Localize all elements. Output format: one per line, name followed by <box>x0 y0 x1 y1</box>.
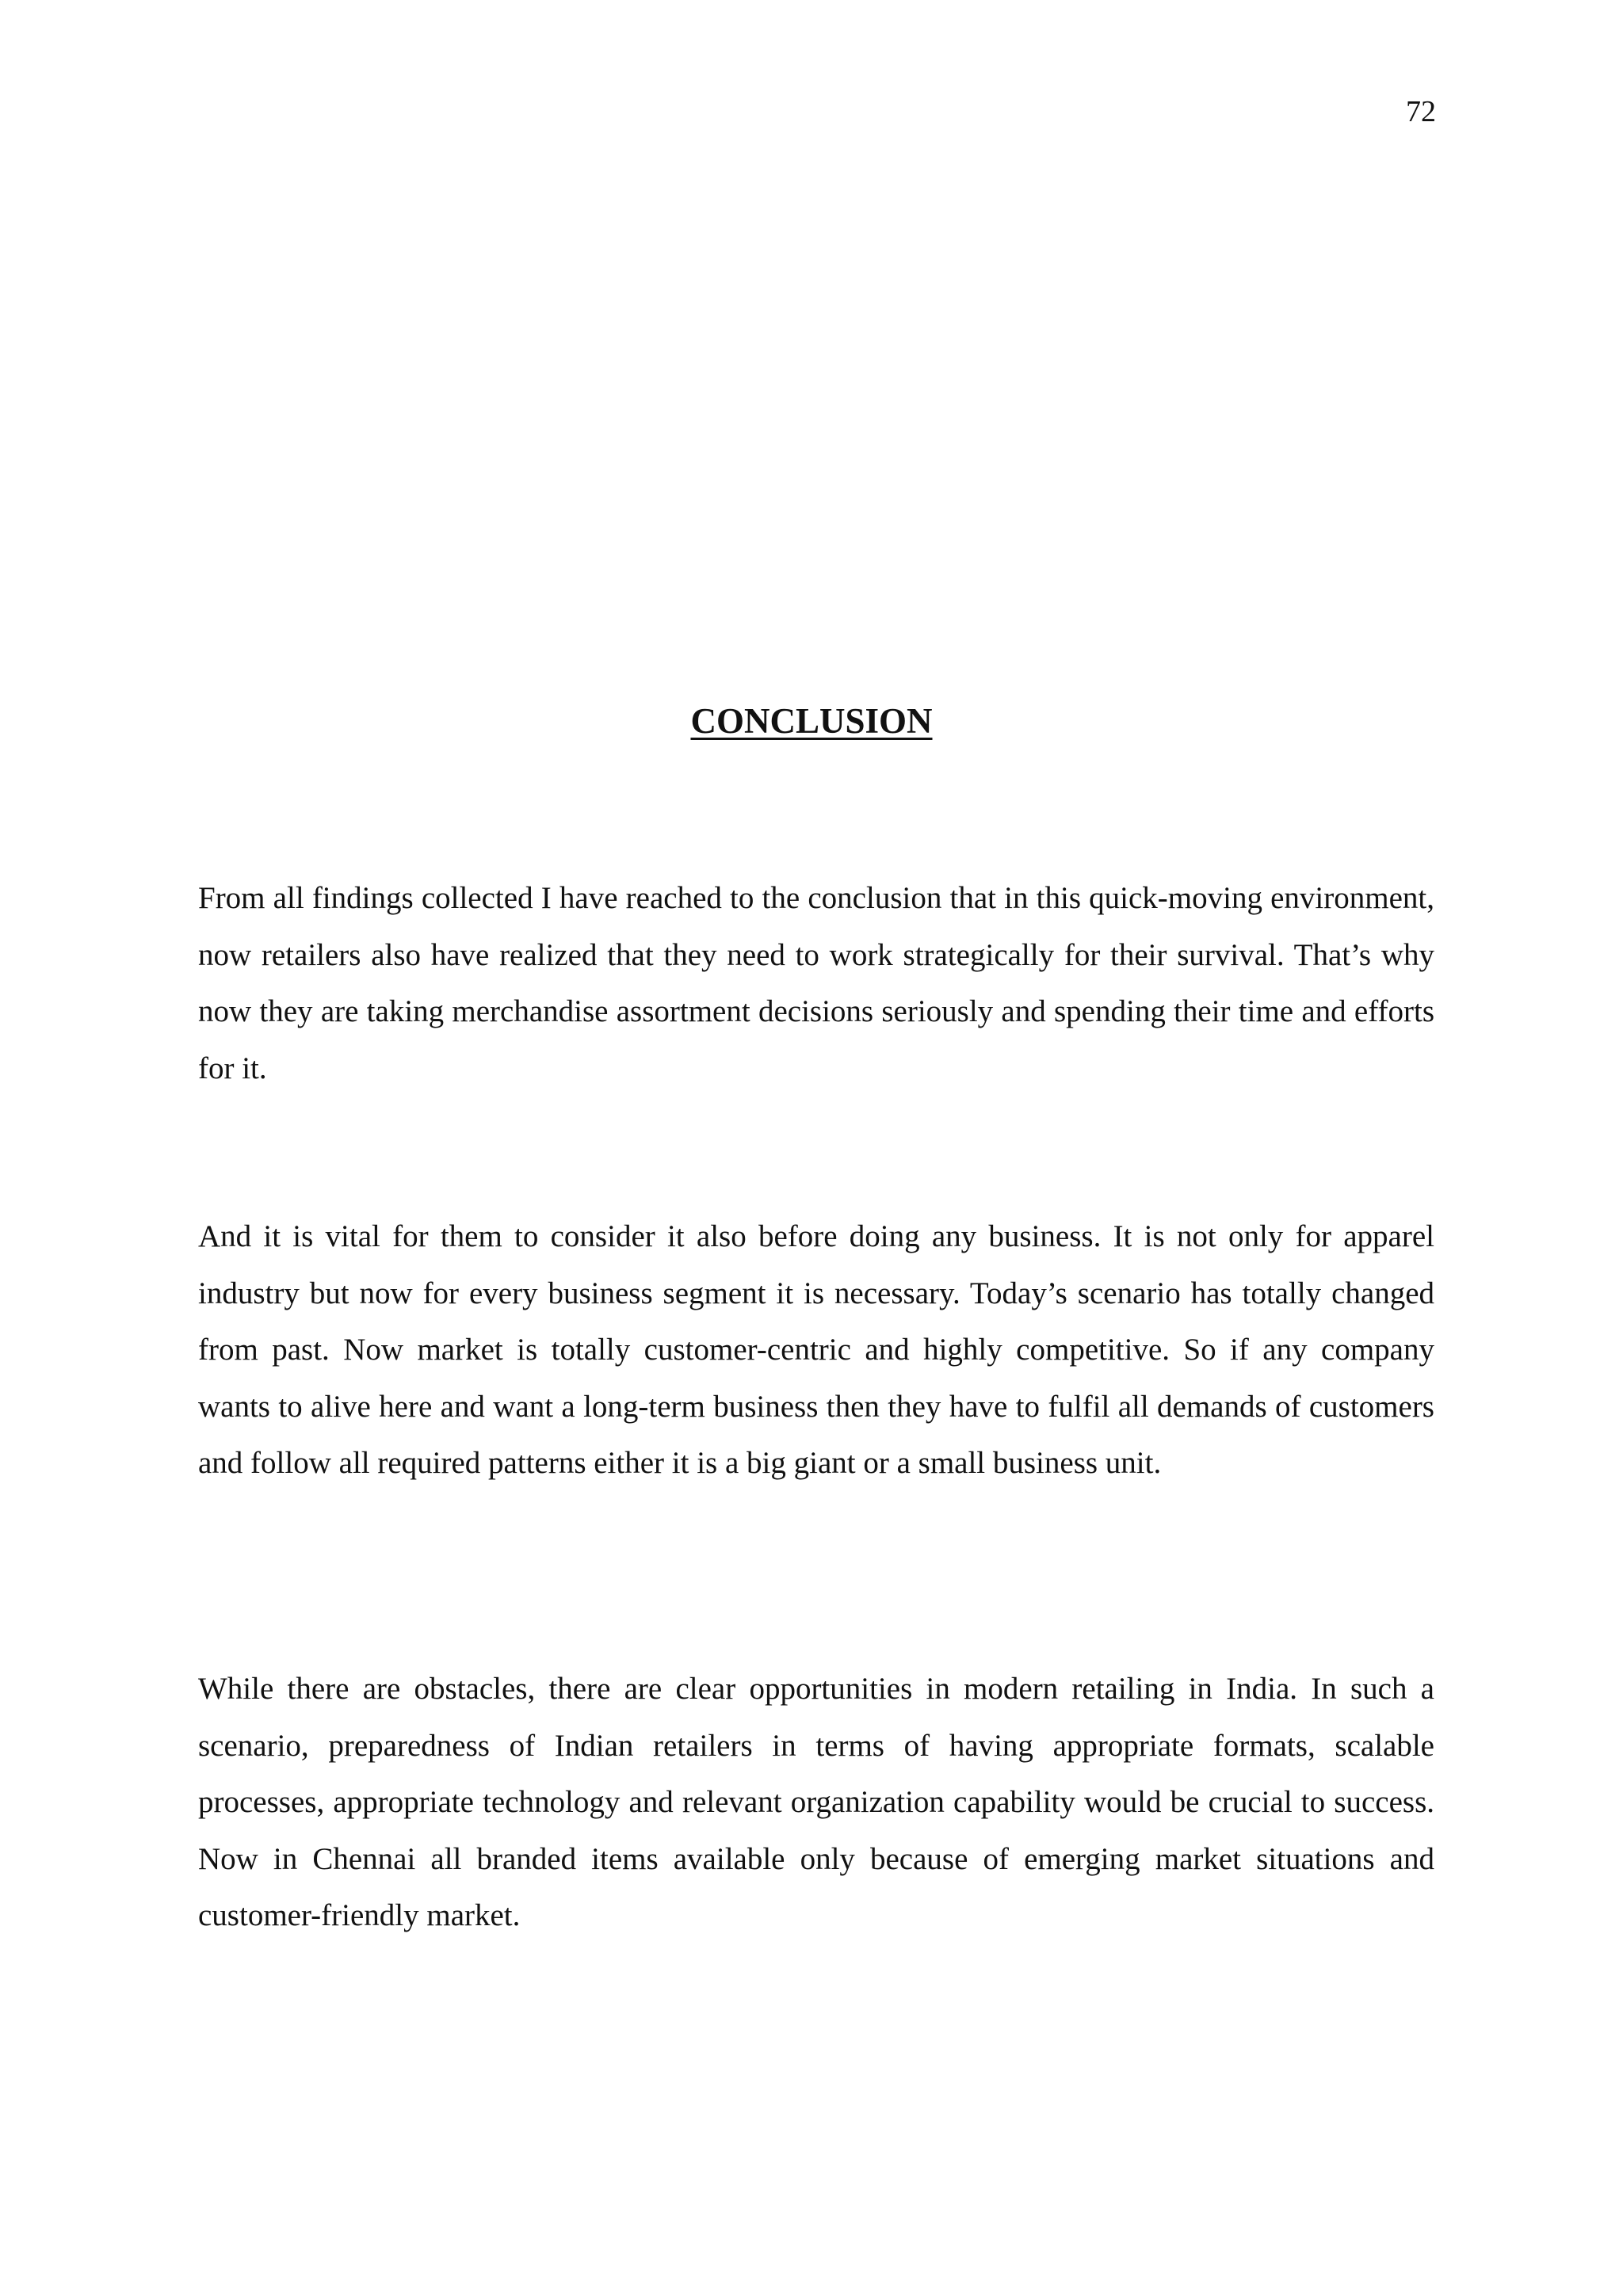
page-title: CONCLUSION <box>690 701 933 741</box>
paragraph-3: While there are obstacles, there are clear opportunities in modern retailing in India. In such a scenario, preparedness of Indian retailers in terms of having appropriate formats, scalable processes, appropriate technology and relevant organization capability would be crucial to success. Now in Chennai all branded items available only because of emerging market situations and customer-friendly market. <box>198 1672 1434 1932</box>
page-number: 72 <box>1406 95 1436 128</box>
paragraph-2: And it is vital for them to consider it also before doing any business. It is not only for apparel industry but now for every business segment it is necessary. Today’s scenario has totally changed from past. Now market is totally customer-centric and highly competitive. So if any company wants to alive here and want a long-term business then they have to fulfil all demands of customers and follow all required patterns either it is a big giant or a small business unit. <box>198 1219 1434 1480</box>
paragraph-1: From all findings collected I have reached to the conclusion that in this quick-moving environment, now retailers also have realized that they need to work strategically for their survival. That’s why now they are taking merchandise assortment decisions seriously and spending their time and efforts for it. <box>198 881 1434 1085</box>
